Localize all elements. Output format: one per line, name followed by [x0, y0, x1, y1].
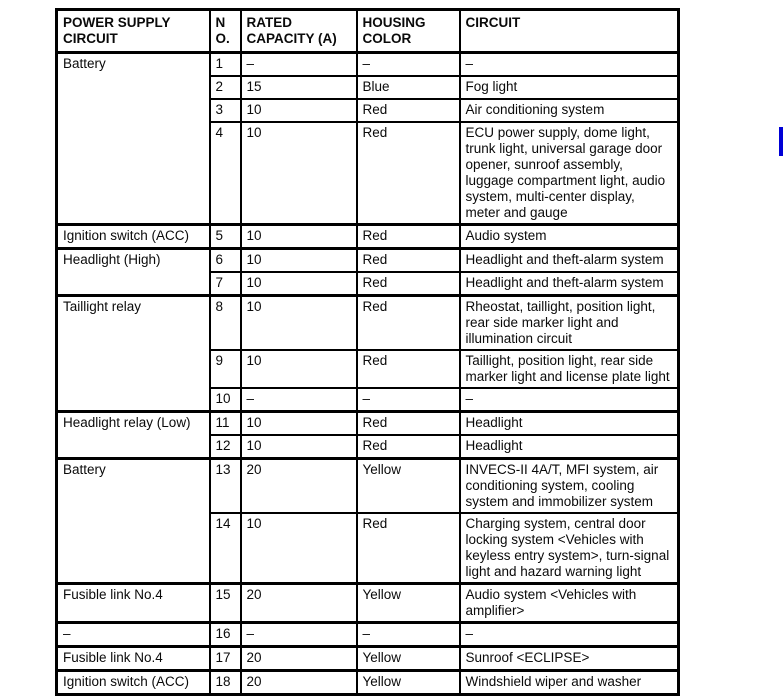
cell-rated-capacity: 10 [241, 249, 357, 273]
cell-circuit: Charging system, central door locking system <Vehicles with keyless entry system>, turn-signal light and hazard warning light [460, 513, 679, 584]
cell-housing-color: Red [357, 249, 460, 273]
cell-no: 3 [210, 99, 241, 122]
table-row [57, 412, 679, 436]
cell-housing-color: Red [357, 225, 460, 249]
cell-rated-capacity: 10 [241, 412, 357, 436]
cell-no: 15 [210, 584, 241, 623]
cell-no: 10 [210, 388, 241, 412]
cell-rated-capacity: 10 [241, 122, 357, 225]
cell-rated-capacity: 20 [241, 671, 357, 695]
cell-housing-color: Yellow [357, 459, 460, 514]
cell-no: 1 [210, 53, 241, 77]
cell-power-supply-circuit: – [57, 623, 210, 647]
cell-no: 17 [210, 647, 241, 671]
cell-no: 5 [210, 225, 241, 249]
cell-rated-capacity: 10 [241, 435, 357, 459]
cell-circuit: Fog light [460, 76, 679, 99]
cell-housing-color: Red [357, 435, 460, 459]
cell-rated-capacity: 10 [241, 225, 357, 249]
cell-power-supply-circuit: Ignition switch (ACC) [57, 671, 210, 695]
cell-housing-color: Yellow [357, 584, 460, 623]
cell-housing-color: Red [357, 513, 460, 584]
cell-power-supply-circuit: Taillight relay [57, 296, 210, 412]
table-row [57, 296, 679, 351]
cell-rated-capacity: 20 [241, 584, 357, 623]
table-row [57, 584, 679, 623]
cell-power-supply-circuit: Headlight (High) [57, 249, 210, 296]
cell-circuit: Headlight [460, 435, 679, 459]
blue-edge-marker [779, 127, 783, 156]
cell-no: 7 [210, 272, 241, 296]
cell-circuit: Taillight, position light, rear side marker light and license plate light [460, 350, 679, 388]
table-row [57, 647, 679, 671]
cell-circuit: ECU power supply, dome light, trunk light, universal garage door opener, sunroof assembly, luggage compartment light, audio system, multi-center display, meter and gauge [460, 122, 679, 225]
cell-housing-color: Red [357, 272, 460, 296]
cell-housing-color: Red [357, 412, 460, 436]
cell-circuit: Headlight and theft-alarm system [460, 272, 679, 296]
cell-rated-capacity: 10 [241, 99, 357, 122]
cell-circuit: INVECS-II 4A/T, MFI system, air conditioning system, cooling system and immobilizer system [460, 459, 679, 514]
cell-power-supply-circuit: Headlight relay (Low) [57, 412, 210, 459]
table-row [57, 225, 679, 249]
cell-rated-capacity: 10 [241, 513, 357, 584]
cell-circuit: Audio system <Vehicles with amplifier> [460, 584, 679, 623]
header-rated-capacity: RATED CAPACITY (A) [241, 10, 357, 53]
cell-housing-color: Red [357, 99, 460, 122]
cell-circuit: – [460, 53, 679, 77]
cell-no: 6 [210, 249, 241, 273]
table-row [57, 671, 679, 695]
cell-rated-capacity: – [241, 388, 357, 412]
cell-power-supply-circuit: Battery [57, 459, 210, 584]
cell-circuit: – [460, 623, 679, 647]
cell-power-supply-circuit: Battery [57, 53, 210, 225]
fuse-table-body [57, 53, 679, 695]
cell-rated-capacity: 10 [241, 350, 357, 388]
cell-power-supply-circuit: Fusible link No.4 [57, 584, 210, 623]
cell-rated-capacity: – [241, 53, 357, 77]
fuse-spec-table [55, 8, 680, 696]
cell-housing-color: Yellow [357, 671, 460, 695]
cell-rated-capacity: 10 [241, 272, 357, 296]
cell-circuit: Headlight and theft-alarm system [460, 249, 679, 273]
cell-rated-capacity: 20 [241, 459, 357, 514]
table-row [57, 459, 679, 514]
cell-housing-color: – [357, 53, 460, 77]
cell-circuit: – [460, 388, 679, 412]
cell-no: 9 [210, 350, 241, 388]
cell-no: 18 [210, 671, 241, 695]
cell-rated-capacity: – [241, 623, 357, 647]
cell-circuit: Windshield wiper and washer [460, 671, 679, 695]
cell-no: 16 [210, 623, 241, 647]
cell-no: 12 [210, 435, 241, 459]
cell-rated-capacity: 10 [241, 296, 357, 351]
cell-power-supply-circuit: Fusible link No.4 [57, 647, 210, 671]
cell-housing-color: Red [357, 122, 460, 225]
cell-no: 8 [210, 296, 241, 351]
cell-circuit: Rheostat, taillight, position light, rear side marker light and illumination circuit [460, 296, 679, 351]
header-row [57, 10, 679, 53]
cell-rated-capacity: 20 [241, 647, 357, 671]
cell-no: 4 [210, 122, 241, 225]
cell-no: 11 [210, 412, 241, 436]
cell-rated-capacity: 15 [241, 76, 357, 99]
header-power-supply-circuit: POWER SUPPLY CIRCUIT [57, 10, 210, 53]
table-row [57, 249, 679, 273]
table-row [57, 53, 679, 77]
cell-circuit: Audio system [460, 225, 679, 249]
cell-no: 2 [210, 76, 241, 99]
cell-circuit: Air conditioning system [460, 99, 679, 122]
header-housing-color: HOUSING COLOR [357, 10, 460, 53]
cell-housing-color: Yellow [357, 647, 460, 671]
cell-no: 14 [210, 513, 241, 584]
cell-housing-color: Blue [357, 76, 460, 99]
cell-circuit: Sunroof <ECLIPSE> [460, 647, 679, 671]
cell-housing-color: – [357, 388, 460, 412]
header-circuit: CIRCUIT [460, 10, 679, 53]
cell-housing-color: – [357, 623, 460, 647]
cell-housing-color: Red [357, 350, 460, 388]
cell-no: 13 [210, 459, 241, 514]
cell-housing-color: Red [357, 296, 460, 351]
header-no: NO. [210, 10, 241, 53]
cell-circuit: Headlight [460, 412, 679, 436]
cell-power-supply-circuit: Ignition switch (ACC) [57, 225, 210, 249]
